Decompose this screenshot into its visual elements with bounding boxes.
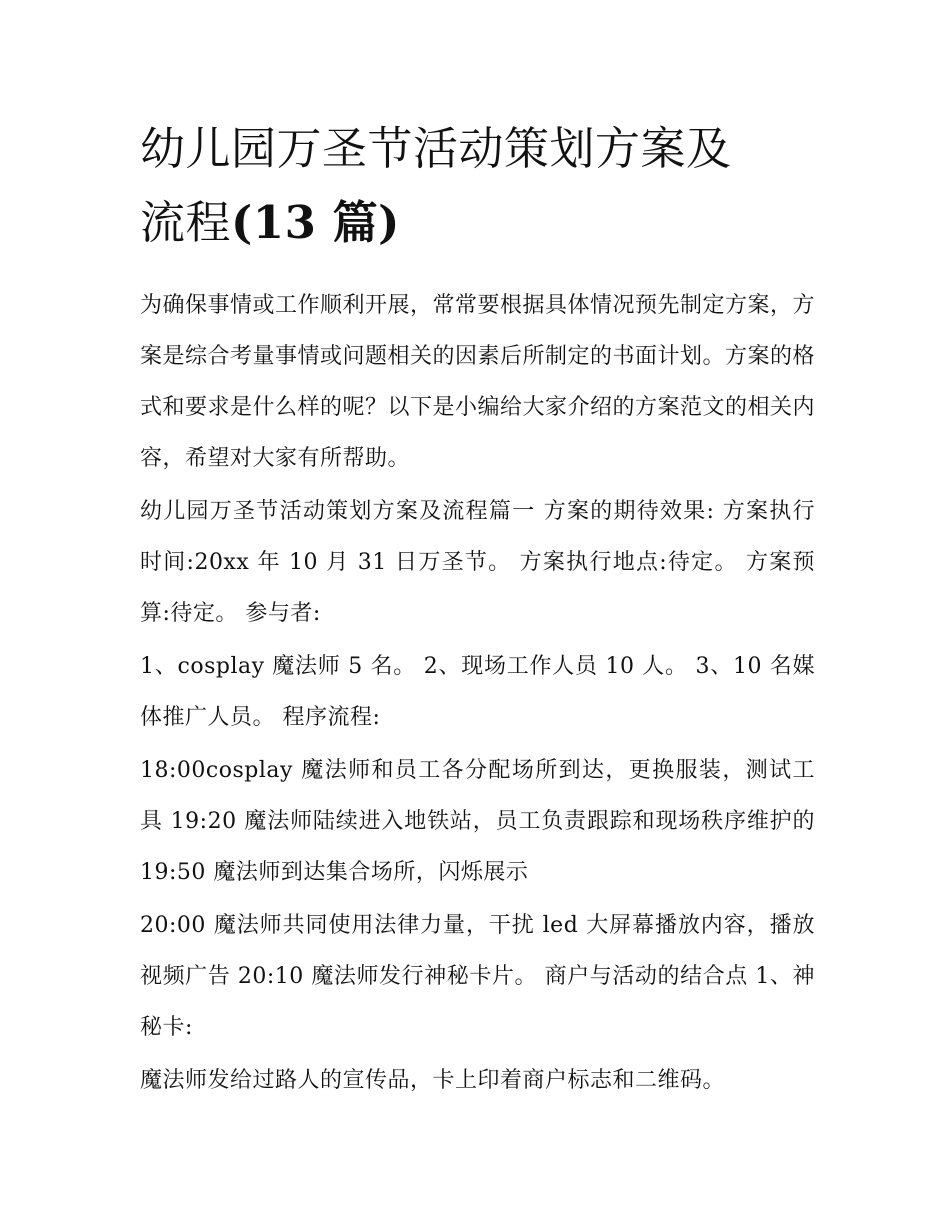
paragraph-participants: 1、cosplay 魔法师 5 名。 2、现场工作人员 10 人。 3、10 名媒体推广人员。 程序流程:: [140, 654, 815, 730]
paragraph-schedule-2: 20:00 魔法师共同使用法律力量，干扰 led 大屏幕播放内容，播放视频广告 20:10 魔法师发行神秘卡片。 商户与活动的结合点 1、神秘卡:: [140, 913, 815, 1040]
paragraph-plan-overview: 幼儿园万圣节活动策划方案及流程篇一 方案的期待效果: 方案执行时间:20xx 年 10 月 31 日万圣节。 方案执行地点:待定。 方案预算:待定。 参与者:: [140, 499, 815, 626]
paragraph-intro: 为确保事情或工作顺利开展，常常要根据具体情况预先制定方案，方案是综合考量事情或问题相关的因素后所制定的书面计划。方案的格式和要求是什么样的呢？以下是小编给大家介绍的方案范文的相关内容，希望对大家有所帮助。: [140, 293, 816, 471]
document-body: [140, 280, 815, 1106]
document-page: [140, 112, 815, 1108]
document-title: [140, 112, 815, 260]
title-line-1: 幼儿园万圣节活动策划方案及: [140, 122, 732, 175]
title-line-2a: 流程: [140, 196, 232, 249]
paragraph-schedule-1: 18:00cosplay 魔法师和员工各分配场所到达，更换服装，测试工具 19:20 魔法师陆续进入地铁站，员工负责跟踪和现场秩序维护的 19:50 魔法师到达集合场所，闪烁展示: [140, 758, 815, 885]
paragraph-mystery-card: 魔法师发给过路人的宣传品，卡上印着商户标志和二维码。: [140, 1068, 726, 1093]
title-line-2b: (13 篇): [231, 196, 400, 249]
